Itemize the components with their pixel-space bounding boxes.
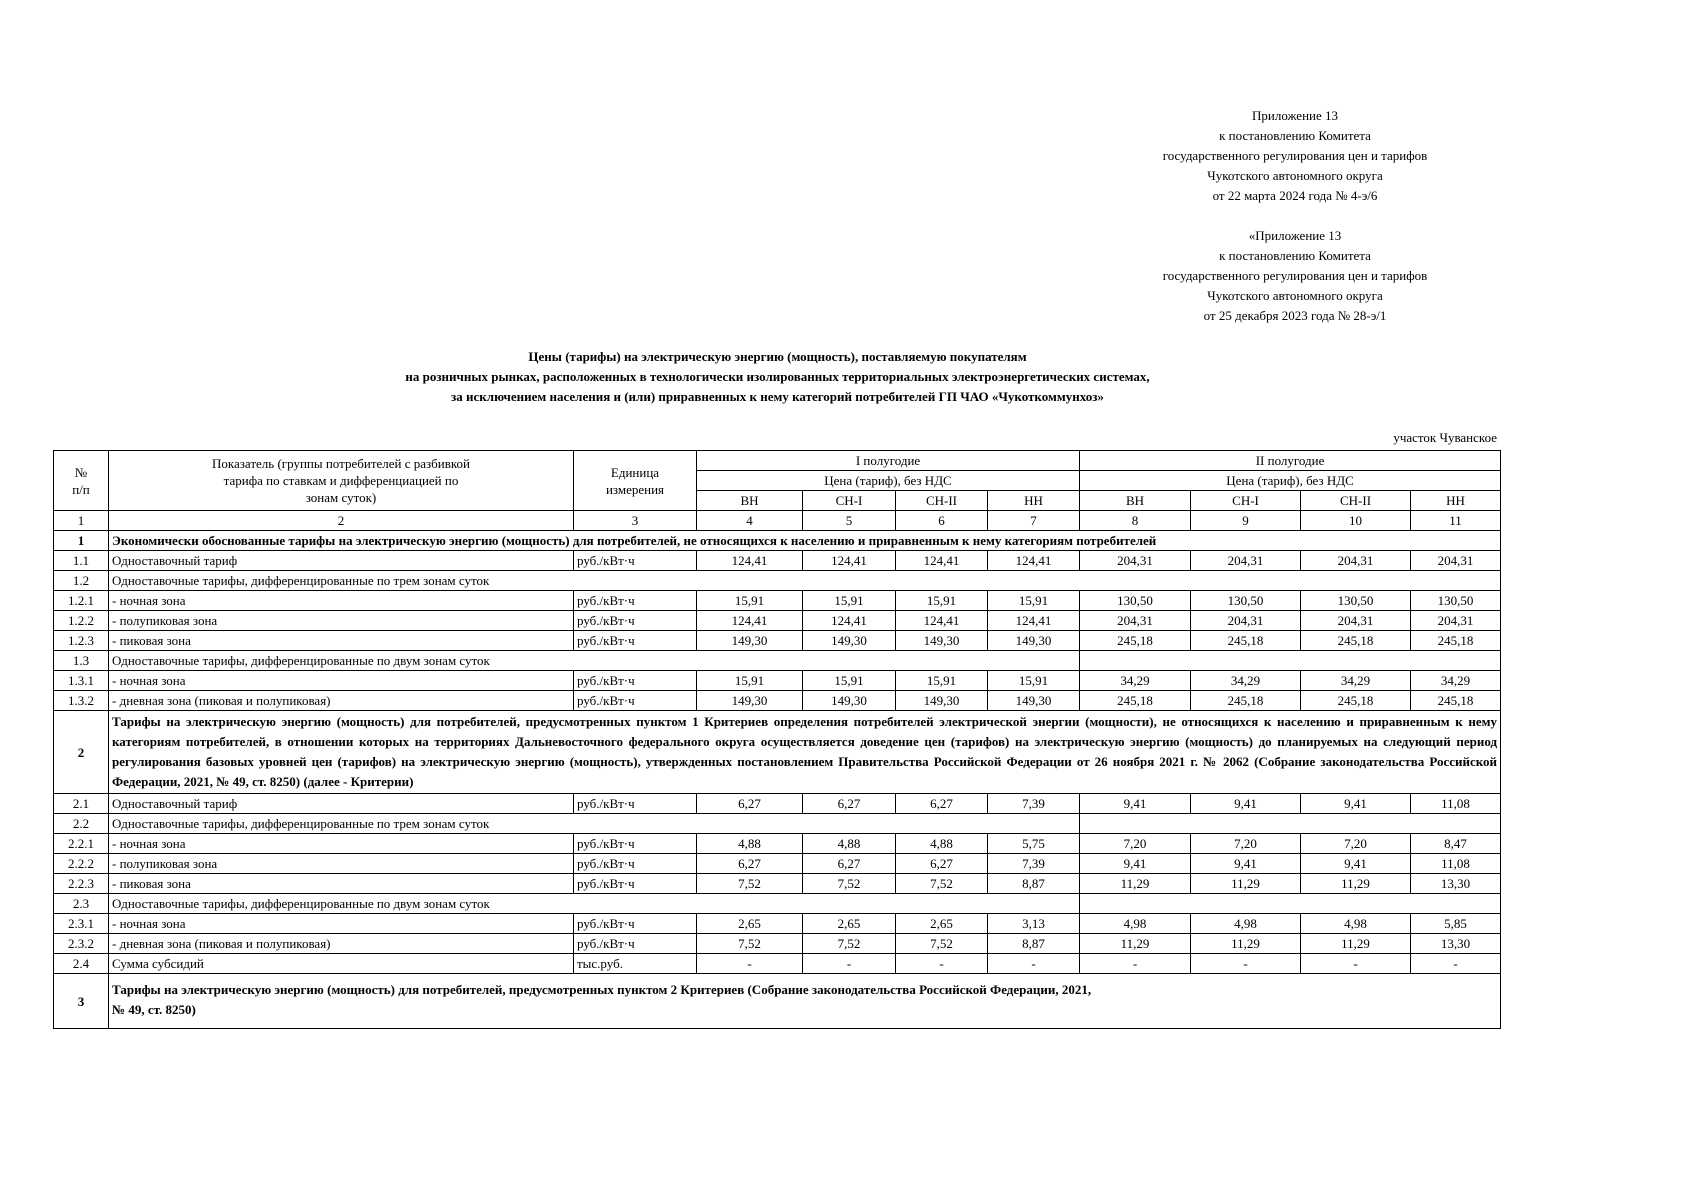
- row-name: - дневная зона (пиковая и полупиковая): [109, 934, 574, 954]
- tariff-value: -: [803, 954, 896, 974]
- empty-cell: [1080, 651, 1501, 671]
- appendix-line: «Приложение 13: [1248, 228, 1342, 243]
- tariff-value: 15,91: [896, 591, 988, 611]
- tariff-value: 7,52: [697, 874, 803, 894]
- column-number: 1: [54, 511, 109, 531]
- row-number: 1.2.2: [54, 611, 109, 631]
- tariff-value: 130,50: [1301, 591, 1411, 611]
- tariff-value: 15,91: [803, 671, 896, 691]
- row-name: - пиковая зона: [109, 874, 574, 894]
- tariff-value: 5,75: [988, 834, 1080, 854]
- row-unit: руб./кВт·ч: [574, 631, 697, 651]
- tariff-value: 9,41: [1191, 794, 1301, 814]
- tariff-table: [53, 450, 1501, 1029]
- tariff-value: 4,98: [1080, 914, 1191, 934]
- tariff-value: 6,27: [803, 794, 896, 814]
- tariff-value: 245,18: [1301, 631, 1411, 651]
- appendix-header-previous: [1095, 226, 1495, 326]
- section-title: Экономически обоснованные тарифы на электрическую энергию (мощность) для потребителей, не относящихся к населению и приравненным к нему категориям потребителей: [109, 531, 1501, 551]
- title-line: Цены (тарифы) на электрическую энергию (мощность), поставляемую покупателям: [528, 349, 1027, 364]
- title-line: на розничных рынках, расположенных в технологически изолированных территориальных электроэнергетических системах,: [405, 369, 1150, 384]
- tariff-value: 3,13: [988, 914, 1080, 934]
- table-row: [54, 691, 1501, 711]
- tariff-value: 124,41: [896, 611, 988, 631]
- row-name: - ночная зона: [109, 671, 574, 691]
- tariff-value: 15,91: [697, 671, 803, 691]
- empty-cell: [1080, 814, 1501, 834]
- appendix-line: от 25 декабря 2023 года № 28-э/1: [1203, 308, 1387, 323]
- tariff-value: 204,31: [1191, 611, 1301, 631]
- table-row: [54, 611, 1501, 631]
- tariff-value: 149,30: [803, 691, 896, 711]
- row-number: 2.3.1: [54, 914, 109, 934]
- row-number: 3: [54, 974, 109, 1029]
- row-number: 2.2: [54, 814, 109, 834]
- table-row: [54, 914, 1501, 934]
- tariff-value: 124,41: [896, 551, 988, 571]
- tariff-value: 9,41: [1301, 854, 1411, 874]
- header-price-2: Цена (тариф), без НДС: [1080, 471, 1501, 491]
- tariff-value: 15,91: [803, 591, 896, 611]
- row-number: 1: [54, 531, 109, 551]
- header-indicator: Показатель (группы потребителей с разбивкой тарифа по ставкам и дифференциацией по зонам суток): [109, 451, 574, 511]
- tariff-value: 2,65: [803, 914, 896, 934]
- tariff-value: 204,31: [1080, 551, 1191, 571]
- table-row: [54, 671, 1501, 691]
- tariff-value: 204,31: [1411, 611, 1501, 631]
- appendix-line: Чукотского автономного округа: [1207, 288, 1383, 303]
- row-number: 2.2.2: [54, 854, 109, 874]
- tariff-value: 11,29: [1301, 934, 1411, 954]
- row-name: - полупиковая зона: [109, 854, 574, 874]
- appendix-line: государственного регулирования цен и тарифов: [1162, 268, 1428, 283]
- row-unit: руб./кВт·ч: [574, 834, 697, 854]
- tariff-value: 11,29: [1191, 934, 1301, 954]
- row-number: 1.2: [54, 571, 109, 591]
- row-number: 1.2.1: [54, 591, 109, 611]
- section-title: Тарифы на электрическую энергию (мощность) для потребителей, предусмотренных пунктом 1 Критериев определения потребителей электрической энергии (мощности), не относящихся к населению и приравненным к нему категориям потребителей, в отношении которых на территориях Дальневосточного федерального округа осуществляется доведение цен (тарифов) на электрическую энергию (мощность) до планируемых на следующий период регулирования базовых уровней цен (тарифов) на электрическую энергию (мощность), утвержденных постановлением Правительства Российской Федерации от 26 ноября 2021 г. № 2062 (Собрание законодательства Российской Федерации, 2021, № 49, ст. 8250) (далее - Критерии): [109, 711, 1501, 794]
- tariff-value: 245,18: [1411, 691, 1501, 711]
- tariff-value: 15,91: [988, 671, 1080, 691]
- title-line: за исключением населения и (или) приравненных к нему категорий потребителей ГП ЧАО «Чукоткоммунхоз»: [451, 389, 1104, 404]
- row-number: 1.3.2: [54, 691, 109, 711]
- tariff-value: 7,52: [896, 874, 988, 894]
- row-number: 2.3: [54, 894, 109, 914]
- table-row: [54, 854, 1501, 874]
- tariff-value: 7,52: [803, 934, 896, 954]
- header-level: ВН: [697, 491, 803, 511]
- tariff-value: 8,87: [988, 874, 1080, 894]
- row-number: 2.3.2: [54, 934, 109, 954]
- table-row: [54, 794, 1501, 814]
- tariff-value: 15,91: [896, 671, 988, 691]
- tariff-value: 11,29: [1080, 934, 1191, 954]
- tariff-value: 6,27: [896, 854, 988, 874]
- tariff-value: 6,27: [896, 794, 988, 814]
- tariff-value: -: [1080, 954, 1191, 974]
- tariff-value: 4,88: [803, 834, 896, 854]
- tariff-value: 34,29: [1191, 671, 1301, 691]
- row-unit: руб./кВт·ч: [574, 671, 697, 691]
- tariff-value: 245,18: [1080, 631, 1191, 651]
- group-row: [54, 571, 1501, 591]
- tariff-value: 11,08: [1411, 854, 1501, 874]
- tariff-value: -: [1411, 954, 1501, 974]
- tariff-value: -: [1301, 954, 1411, 974]
- row-name: - дневная зона (пиковая и полупиковая): [109, 691, 574, 711]
- tariff-value: 15,91: [697, 591, 803, 611]
- tariff-value: 4,98: [1191, 914, 1301, 934]
- column-number: 9: [1191, 511, 1301, 531]
- tariff-value: 7,52: [896, 934, 988, 954]
- tariff-value: 149,30: [896, 691, 988, 711]
- tariff-value: 34,29: [1301, 671, 1411, 691]
- appendix-line: к постановлению Комитета: [1219, 128, 1371, 143]
- column-number: 11: [1411, 511, 1501, 531]
- header-level: СН-I: [803, 491, 896, 511]
- row-unit: руб./кВт·ч: [574, 854, 697, 874]
- row-number: 1.1: [54, 551, 109, 571]
- tariff-value: 204,31: [1411, 551, 1501, 571]
- tariff-value: 130,50: [1191, 591, 1301, 611]
- group-title: Одноставочные тарифы, дифференцированные по двум зонам суток: [109, 894, 1080, 914]
- row-unit: руб./кВт·ч: [574, 934, 697, 954]
- tariff-value: -: [896, 954, 988, 974]
- column-number: 8: [1080, 511, 1191, 531]
- section-label: участок Чуванское: [1393, 430, 1497, 445]
- tariff-value: 245,18: [1080, 691, 1191, 711]
- appendix-header-current: [1095, 106, 1495, 206]
- row-number: 2.4: [54, 954, 109, 974]
- table-row: [54, 631, 1501, 651]
- group-title: Одноставочные тарифы, дифференцированные по двум зонам суток: [109, 651, 1080, 671]
- tariff-value: 130,50: [1411, 591, 1501, 611]
- row-name: Сумма субсидий: [109, 954, 574, 974]
- header-level: СН-II: [1301, 491, 1411, 511]
- tariff-value: 8,87: [988, 934, 1080, 954]
- tariff-value: 6,27: [697, 854, 803, 874]
- header-level: НН: [1411, 491, 1501, 511]
- tariff-value: 149,30: [988, 631, 1080, 651]
- empty-cell: [1080, 894, 1501, 914]
- tariff-value: 7,20: [1080, 834, 1191, 854]
- row-name: - полупиковая зона: [109, 611, 574, 631]
- row-number: 2.2.3: [54, 874, 109, 894]
- tariff-value: 4,88: [896, 834, 988, 854]
- row-number: 2.2.1: [54, 834, 109, 854]
- tariff-value: 9,41: [1080, 794, 1191, 814]
- tariff-value: 11,29: [1080, 874, 1191, 894]
- header-half-1: I полугодие: [697, 451, 1080, 471]
- column-number: 7: [988, 511, 1080, 531]
- tariff-value: 34,29: [1080, 671, 1191, 691]
- tariff-value: 9,41: [1080, 854, 1191, 874]
- section-row: [54, 711, 1501, 794]
- group-row: [54, 814, 1501, 834]
- header-level: СН-II: [896, 491, 988, 511]
- tariff-value: 204,31: [1301, 611, 1411, 631]
- tariff-value: 7,39: [988, 854, 1080, 874]
- section-title: Тарифы на электрическую энергию (мощность) для потребителей, предусмотренных пунктом 2 Критериев (Собрание законодательства Российской Федерации, 2021, № 49, ст. 8250): [109, 974, 1501, 1029]
- document-title: [60, 347, 1495, 407]
- group-title: Одноставочные тарифы, дифференцированные по трем зонам суток: [109, 814, 1080, 834]
- tariff-value: 11,08: [1411, 794, 1501, 814]
- column-number: 5: [803, 511, 896, 531]
- table-row: [54, 551, 1501, 571]
- row-number: 1.3: [54, 651, 109, 671]
- tariff-table-body: [54, 531, 1501, 1029]
- tariff-value: 13,30: [1411, 874, 1501, 894]
- row-unit: руб./кВт·ч: [574, 794, 697, 814]
- column-number: 3: [574, 511, 697, 531]
- appendix-line: Чукотского автономного округа: [1207, 168, 1383, 183]
- header-level: ВН: [1080, 491, 1191, 511]
- row-unit: руб./кВт·ч: [574, 551, 697, 571]
- group-title: Одноставочные тарифы, дифференцированные по трем зонам суток: [109, 571, 1501, 591]
- row-name: Одноставочный тариф: [109, 794, 574, 814]
- tariff-value: 204,31: [1301, 551, 1411, 571]
- tariff-value: 149,30: [803, 631, 896, 651]
- tariff-value: 124,41: [988, 551, 1080, 571]
- column-number: 2: [109, 511, 574, 531]
- tariff-value: 124,41: [988, 611, 1080, 631]
- tariff-value: 130,50: [1080, 591, 1191, 611]
- tariff-value: 124,41: [803, 551, 896, 571]
- row-number: 2: [54, 711, 109, 794]
- tariff-value: 5,85: [1411, 914, 1501, 934]
- tariff-value: 245,18: [1411, 631, 1501, 651]
- tariff-value: 8,47: [1411, 834, 1501, 854]
- group-row: [54, 894, 1501, 914]
- tariff-value: 4,98: [1301, 914, 1411, 934]
- header-no: № п/п: [54, 451, 109, 511]
- tariff-value: 7,52: [697, 934, 803, 954]
- row-name: - ночная зона: [109, 914, 574, 934]
- header-level: НН: [988, 491, 1080, 511]
- column-number: 6: [896, 511, 988, 531]
- row-unit: руб./кВт·ч: [574, 874, 697, 894]
- tariff-value: -: [988, 954, 1080, 974]
- appendix-line: к постановлению Комитета: [1219, 248, 1371, 263]
- header-half-2: II полугодие: [1080, 451, 1501, 471]
- tariff-value: 124,41: [803, 611, 896, 631]
- table-row: [54, 834, 1501, 854]
- row-unit: тыс.руб.: [574, 954, 697, 974]
- row-unit: руб./кВт·ч: [574, 591, 697, 611]
- tariff-value: 124,41: [697, 551, 803, 571]
- appendix-line: от 22 марта 2024 года № 4-э/6: [1212, 188, 1378, 203]
- tariff-value: 34,29: [1411, 671, 1501, 691]
- header-unit: Единица измерения: [574, 451, 697, 511]
- tariff-value: -: [697, 954, 803, 974]
- tariff-value: -: [1191, 954, 1301, 974]
- tariff-value: 11,29: [1301, 874, 1411, 894]
- table-row: [54, 874, 1501, 894]
- tariff-value: 6,27: [697, 794, 803, 814]
- row-name: - ночная зона: [109, 591, 574, 611]
- column-number: 4: [697, 511, 803, 531]
- header-price-1: Цена (тариф), без НДС: [697, 471, 1080, 491]
- tariff-value: 7,52: [803, 874, 896, 894]
- row-name: - ночная зона: [109, 834, 574, 854]
- tariff-value: 7,20: [1191, 834, 1301, 854]
- section-row: [54, 531, 1501, 551]
- row-number: 1.3.1: [54, 671, 109, 691]
- row-number: 2.1: [54, 794, 109, 814]
- tariff-value: 9,41: [1191, 854, 1301, 874]
- tariff-value: 13,30: [1411, 934, 1501, 954]
- section-row: [54, 974, 1501, 1029]
- row-unit: руб./кВт·ч: [574, 691, 697, 711]
- tariff-value: 204,31: [1080, 611, 1191, 631]
- row-number: 1.2.3: [54, 631, 109, 651]
- row-name: - пиковая зона: [109, 631, 574, 651]
- tariff-value: 15,91: [988, 591, 1080, 611]
- row-name: Одноставочный тариф: [109, 551, 574, 571]
- table-row: [54, 591, 1501, 611]
- tariff-value: 4,88: [697, 834, 803, 854]
- group-row: [54, 651, 1501, 671]
- tariff-value: 245,18: [1191, 631, 1301, 651]
- tariff-value: 245,18: [1191, 691, 1301, 711]
- tariff-value: 7,39: [988, 794, 1080, 814]
- tariff-value: 11,29: [1191, 874, 1301, 894]
- tariff-value: 6,27: [803, 854, 896, 874]
- appendix-line: государственного регулирования цен и тарифов: [1162, 148, 1428, 163]
- column-number: 10: [1301, 511, 1411, 531]
- row-unit: руб./кВт·ч: [574, 611, 697, 631]
- tariff-value: 149,30: [697, 631, 803, 651]
- tariff-value: 2,65: [697, 914, 803, 934]
- tariff-value: 9,41: [1301, 794, 1411, 814]
- table-row: [54, 954, 1501, 974]
- tariff-value: 2,65: [896, 914, 988, 934]
- tariff-value: 149,30: [697, 691, 803, 711]
- tariff-value: 124,41: [697, 611, 803, 631]
- tariff-value: 7,20: [1301, 834, 1411, 854]
- appendix-line: Приложение 13: [1251, 108, 1339, 123]
- header-level: СН-I: [1191, 491, 1301, 511]
- tariff-value: 149,30: [988, 691, 1080, 711]
- tariff-value: 149,30: [896, 631, 988, 651]
- row-unit: руб./кВт·ч: [574, 914, 697, 934]
- table-row: [54, 934, 1501, 954]
- tariff-value: 245,18: [1301, 691, 1411, 711]
- tariff-value: 204,31: [1191, 551, 1301, 571]
